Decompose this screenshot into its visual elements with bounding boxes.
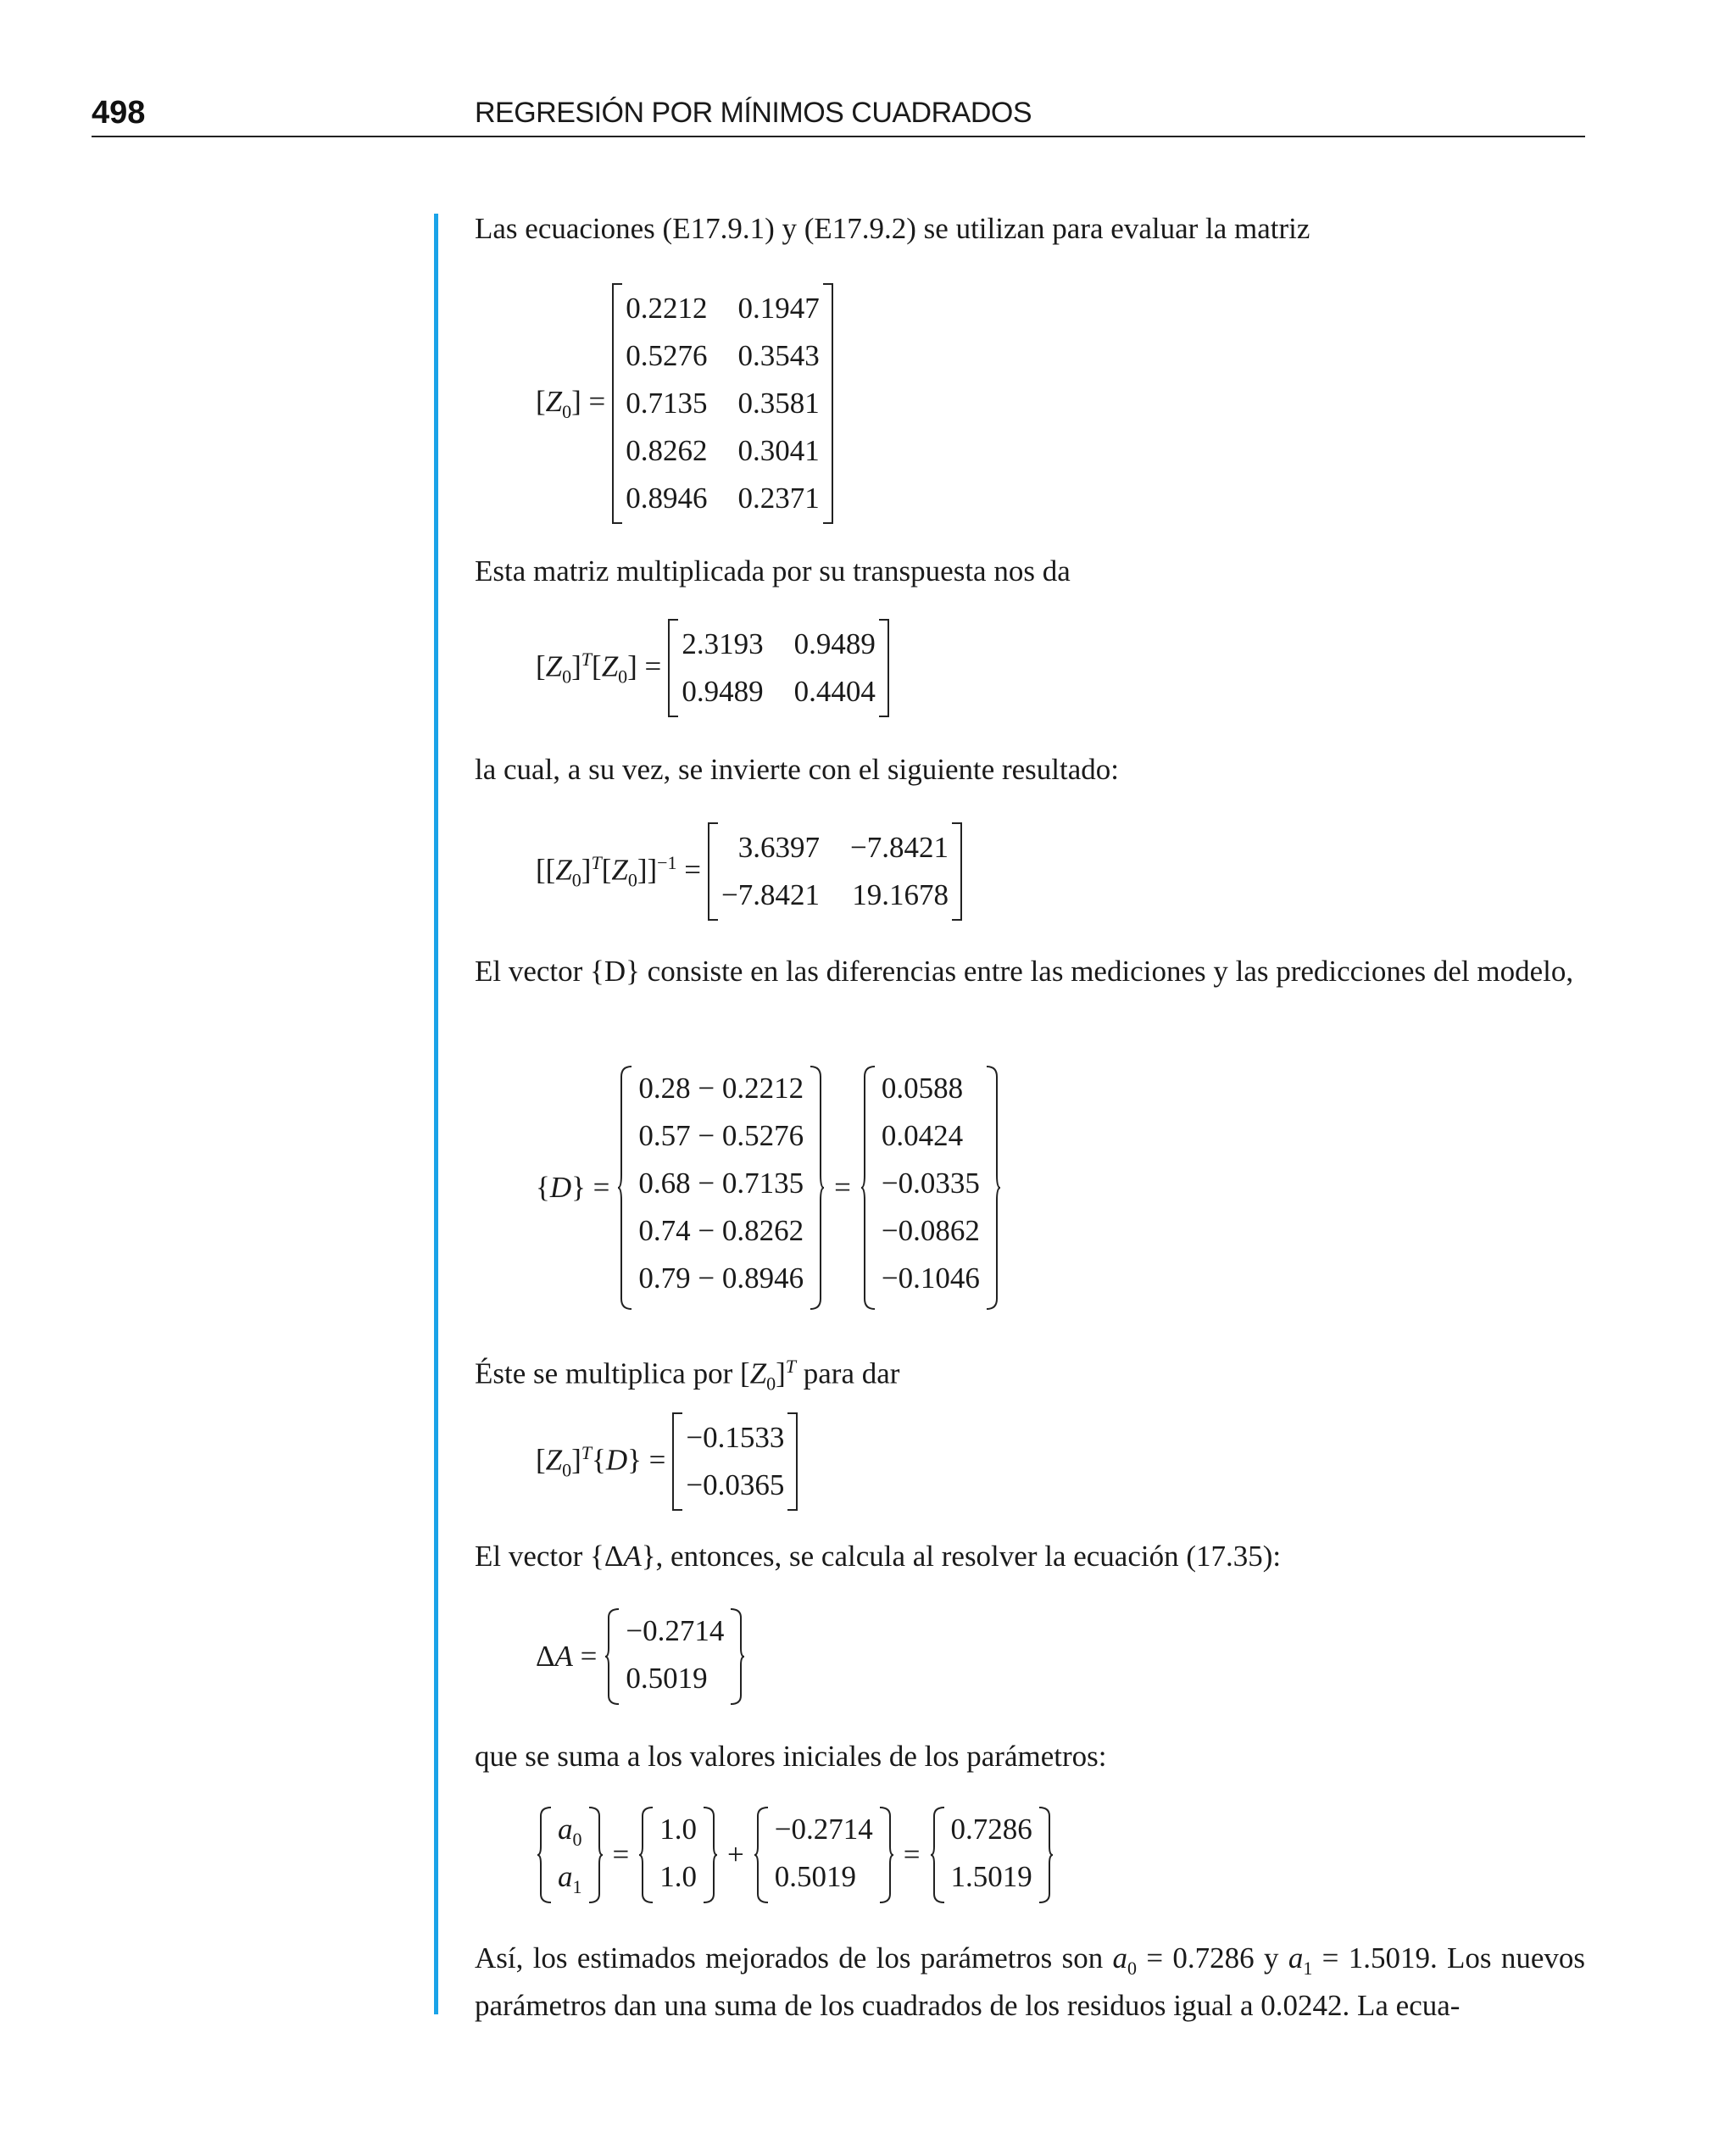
equation-delta-a [536, 1607, 746, 1706]
result-entry: 0.7286 [950, 1813, 1032, 1846]
paragraph-4: El vector {D} consiste en las diferencias entre las mediciones y las predicciones del modelo, [475, 955, 1574, 988]
paragraph-5: Éste se multiplica por $[Z_0]^T$ para dar [475, 1356, 900, 1395]
paragraph-3: la cual, a su vez, se invierte con el siguiente resultado: [475, 753, 1120, 786]
ztd-lhs: $[Z_0]^T\{D\}$ = [536, 1441, 666, 1481]
delta-a-entry: 0.5019 [626, 1662, 708, 1695]
equation-z0 [536, 283, 833, 524]
z0-matrix-cell: 0.3543 [737, 339, 820, 372]
d-result-entry: −0.0862 [881, 1214, 980, 1247]
result-entry: 1.5019 [950, 1860, 1032, 1893]
page-number: 498 [92, 95, 146, 131]
z0-matrix-cell: 0.5276 [626, 339, 708, 372]
z0-matrix-cell: 0.8262 [626, 434, 708, 467]
equation-ztd [536, 1412, 798, 1511]
delta-a-vector [604, 1607, 746, 1706]
d-diff-entry: 0.28 − 0.2212 [638, 1072, 804, 1105]
paragraph-1: Las ecuaciones (E17.9.1) y (E17.9.2) se utilizan para evaluar la matriz [475, 212, 1310, 245]
z0-matrix-cell: 0.1947 [737, 292, 820, 325]
d-result-entry: −0.0335 [881, 1167, 980, 1200]
d-result-entry: 0.0424 [881, 1119, 964, 1152]
initial-entry: 1.0 [659, 1860, 697, 1893]
z0-matrix-cell: 0.7135 [626, 387, 708, 420]
d-diff-entry: 0.68 − 0.7135 [638, 1167, 804, 1200]
inv-lhs: $[[Z_0]^T[Z_0]]^{-1}$ = [536, 851, 702, 891]
result-vector [929, 1806, 1054, 1904]
ztz-matrix [668, 619, 889, 717]
inverse-matrix-cell: 19.1678 [852, 878, 949, 911]
equation-inverse [536, 822, 962, 921]
ztz-matrix-cell: 0.4404 [793, 675, 876, 708]
initial-vector [637, 1806, 719, 1904]
z0-matrix-cell: 0.8946 [626, 482, 708, 515]
inverse-matrix-cell: −7.8421 [721, 878, 821, 911]
z0-matrix-cell: 0.2371 [737, 482, 820, 515]
d-result-entry: −0.1046 [881, 1262, 980, 1295]
ztd-matrix-cell: −0.0365 [686, 1468, 785, 1501]
z0-matrix-cell: 0.3041 [737, 434, 820, 467]
ztz-matrix-cell: 2.3193 [682, 627, 764, 660]
delta-entry: 0.5019 [774, 1860, 856, 1893]
d-lhs: {D} = [536, 1171, 610, 1204]
d-result-vector [860, 1065, 1002, 1311]
delta-entry: −0.2714 [774, 1813, 873, 1846]
d-diff-entry: 0.79 − 0.8946 [638, 1262, 804, 1295]
paragraph-6: El vector {ΔA}, entonces, se calcula al resolver la ecuación (17.35): [475, 1540, 1282, 1573]
inverse-matrix-cell: 3.6397 [737, 831, 821, 864]
initial-entry: 1.0 [659, 1813, 697, 1846]
z0-matrix-cell: 0.3581 [737, 387, 820, 420]
paragraph-7: que se suma a los valores iniciales de los parámetros: [475, 1740, 1107, 1773]
d-diff-entry: 0.57 − 0.5276 [638, 1119, 804, 1152]
equation-ztz [536, 619, 889, 717]
d-result-entry: 0.0588 [881, 1072, 964, 1105]
da-lhs: ΔA = [536, 1640, 598, 1673]
z0-matrix-cell: 0.2212 [626, 292, 708, 325]
d-diff-entry: 0.74 − 0.8262 [638, 1214, 804, 1247]
delta-a-entry: −0.2714 [626, 1614, 725, 1647]
params-vector [536, 1806, 604, 1904]
inverse-matrix [708, 822, 962, 921]
ztd-matrix-cell: −0.1533 [686, 1421, 785, 1454]
inverse-matrix-cell: −7.8421 [850, 831, 949, 864]
equation-update: $a_0$ $a_1$ = 1.0 1.0 + −0.2714 0.5019 = 0.7286 1.5019 [536, 1806, 1054, 1904]
ztz-lhs: $[Z_0]^T[Z_0]$ = [536, 648, 662, 688]
param-entry: $a_1$ [558, 1860, 582, 1897]
ztz-matrix-cell: 0.9489 [793, 627, 876, 660]
page-header [0, 0, 1736, 144]
header-rule [92, 136, 1585, 137]
param-entry: $a_0$ [558, 1813, 582, 1850]
paragraph-8: Así, los estimados mejorados de los parámetros son $a_0 = 0.7286$ y $a_1 = 1.5019$. Los nuevos parámetros dan una suma de los cuadrados de los residuos igual a 0.0242. La ecua- [475, 1941, 1585, 2022]
delta-vector [753, 1806, 895, 1904]
running-head: REGRESIÓN POR MÍNIMOS CUADRADOS [475, 97, 1032, 129]
d-diff-vector [616, 1065, 826, 1311]
z0-matrix [612, 283, 833, 524]
ztz-matrix-cell: 0.9489 [682, 675, 764, 708]
ztd-matrix [672, 1412, 798, 1511]
equation-d: {D} = 0.28 − 0.2212 0.57 − 0.5276 0.68 − 0.7135 0.74 − 0.8262 0.79 − 0.8946 = 0.0588 0.0424 −0.0335 −0.0862 −0.1046 [536, 1065, 1002, 1311]
margin-bar [434, 214, 438, 2014]
z0-lhs: $[Z_0]$ = [536, 384, 606, 422]
paragraph-2: Esta matriz multiplicada por su transpuesta nos da [475, 554, 1071, 588]
